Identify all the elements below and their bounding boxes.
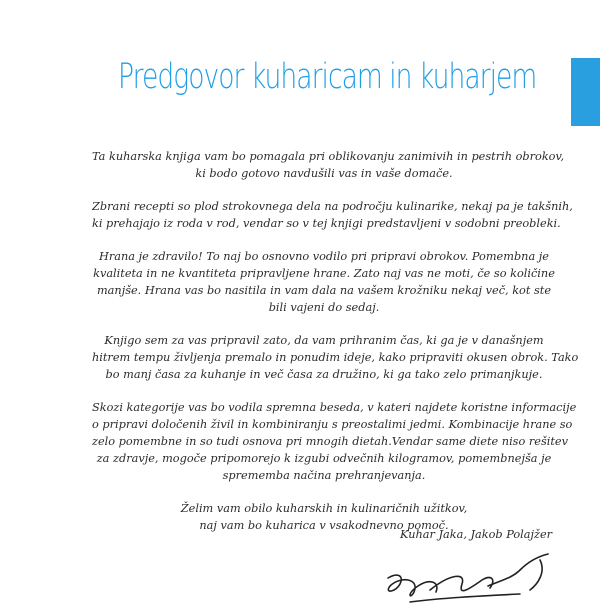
text-line: naj vam bo kuharica v vsakodnevno pomoč. <box>199 519 449 532</box>
text-line: za zdravje, mogoče pripomorejo k izgubi odvečnih kilogramov, pomembnejša je <box>96 452 552 465</box>
paragraph-1 <box>92 148 565 182</box>
text-line: Hrana je zdravilo! To naj bo osnovno vodilo pri pripravi obrokov. Pomembna je <box>99 250 549 263</box>
paragraph-2 <box>92 198 573 232</box>
signature-name: Kuhar Jaka, Jakob Polajžer <box>400 528 553 541</box>
text-line: manjše. Hrana vas bo nasitila in vam dala na vašem krožniku nekaj več, kot ste <box>96 284 552 297</box>
text-line: sprememba načina prehranjevanja. <box>222 469 426 482</box>
text-line: bili vajeni do sedaj. <box>268 301 380 314</box>
paragraph-5 <box>92 399 577 484</box>
text-line: ki prehajajo iz roda v rod, vendar so v tej knjigi predstavljeni v sodobni preobleki. <box>92 217 561 230</box>
foreword-body <box>92 148 579 550</box>
paragraph-3 <box>92 248 556 316</box>
text-line: Knjigo sem za vas pripravil zato, da vam prihranim čas, ki ga je v današnjem <box>104 334 544 347</box>
text-line: Zbrani recepti so plod strokovnega dela na področju kulinarike, nekaj pa je takšnih, <box>92 200 573 213</box>
text-line: hitrem tempu življenja premalo in ponudim ideje, kako pripraviti okusen obrok. Tako <box>92 351 579 364</box>
blue-corner-tab <box>571 58 600 126</box>
text-line: zelo pomembne in so tudi osnova pri mnogih dietah.Vendar same diete niso rešitev <box>92 435 568 448</box>
text-line: Ta kuharska knjiga vam bo pomagala pri oblikovanju zanimivih in pestrih obrokov, <box>92 150 565 163</box>
text-line: o pripravi določenih živil in kombiniranju s preostalimi jedmi. Kombinacije hrane so <box>92 418 573 431</box>
page-title: Predgovor kuharicam in kuharjem <box>118 57 537 97</box>
text-line: Skozi kategorije vas bo vodila spremna beseda, v kateri najdete koristne informacije <box>92 401 577 414</box>
paragraph-4 <box>92 332 579 383</box>
text-line: Želim vam obilo kuharskih in kulinaričnih užitkov, <box>180 502 468 515</box>
text-line: bo manj časa za kuhanje in več časa za družino, ki ga tako zelo primanjkuje. <box>105 368 543 381</box>
text-line: kvaliteta in ne kvantiteta pripravljene hrane. Zato naj vas ne moti, če so količine <box>93 267 555 280</box>
signature-stroke <box>388 554 548 602</box>
text-line: ki bodo gotovo navdušili vas in vaše domače. <box>195 167 453 180</box>
